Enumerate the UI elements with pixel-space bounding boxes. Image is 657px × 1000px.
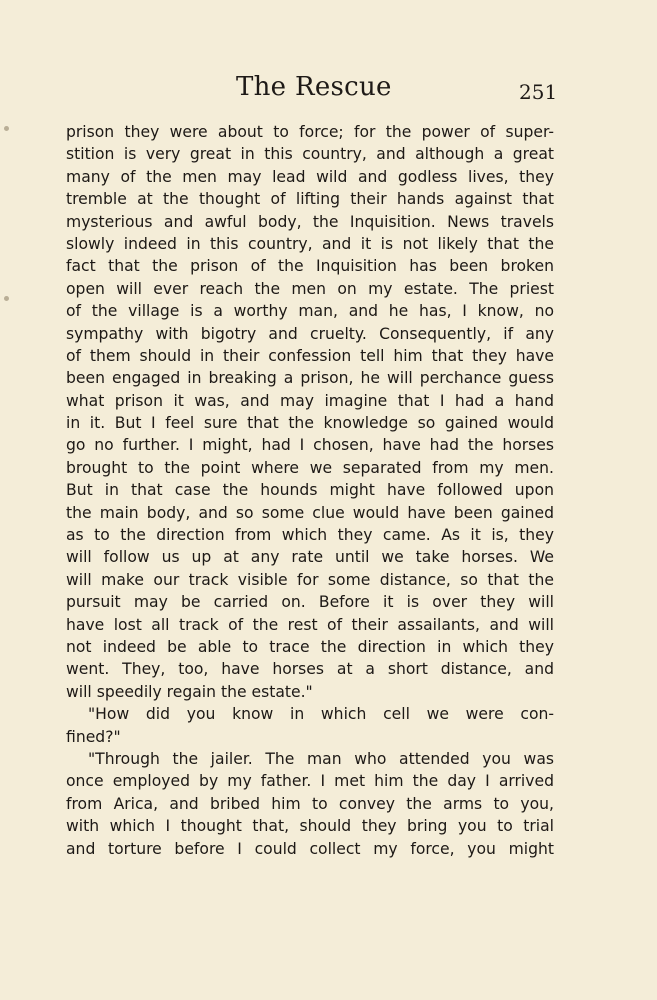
text-line: have lost all track of the rest of their assailants, and will <box>66 615 554 634</box>
text-line: mysterious and awful body, the Inquisition. News travels <box>66 212 554 231</box>
text-line: brought to the point where we separated from my men. <box>66 458 554 477</box>
text-line: slowly indeed in this country, and it is not likely that the <box>66 234 554 253</box>
text-line: open will ever reach the men on my estate. The priest <box>66 279 554 298</box>
text-line: fined?" <box>66 727 121 746</box>
text-line: "Through the jailer. The man who attended you was <box>88 749 554 768</box>
text-line: "How did you know in which cell we were con- <box>88 705 554 724</box>
body-text <box>66 121 554 860</box>
text-line: of the village is a worthy man, and he has, I know, no <box>66 302 554 321</box>
text-line: been engaged in breaking a prison, he will perchance guess <box>66 369 554 388</box>
text-line: from Arica, and bribed him to convey the arms to you, <box>66 794 554 813</box>
text-line: will follow us up at any rate until we take horses. We <box>66 548 554 567</box>
text-line: in it. But I feel sure that the knowledge so gained would <box>66 414 554 433</box>
text-line: will speedily regain the estate." <box>66 682 313 701</box>
text-line: sympathy with bigotry and cruelty. Consequently, if any <box>66 324 554 343</box>
margin-mark <box>4 126 9 131</box>
text-line: what prison it was, and may imagine that I had a hand <box>66 391 554 410</box>
text-line: stition is very great in this country, and although a great <box>66 145 554 164</box>
text-line: as to the direction from which they came. As it is, they <box>66 526 554 545</box>
running-title: The Rescue <box>236 72 392 102</box>
running-header <box>0 72 657 108</box>
text-line: went. They, too, have horses at a short distance, and <box>66 660 554 679</box>
text-line: will make our track visible for some distance, so that the <box>66 570 554 589</box>
text-line: tremble at the thought of lifting their hands against that <box>66 190 554 209</box>
text-line: fact that the prison of the Inquisition has been broken <box>66 257 554 276</box>
text-line: of them should in their confession tell him that they have <box>66 346 554 365</box>
text-line: and torture before I could collect my force, you might <box>66 839 554 858</box>
text-line: not indeed be able to trace the direction in which they <box>66 637 554 656</box>
text-line: the main body, and so some clue would have been gained <box>66 503 554 522</box>
text-line: pursuit may be carried on. Before it is over they will <box>66 593 554 612</box>
text-line: once employed by my father. I met him the day I arrived <box>66 772 554 791</box>
text-line: many of the men may lead wild and godless lives, they <box>66 167 554 186</box>
margin-mark <box>4 296 9 301</box>
text-line: prison they were about to force; for the power of super- <box>66 123 554 141</box>
text-line: But in that case the hounds might have followed upon <box>66 481 554 500</box>
text-line: go no further. I might, had I chosen, have had the horses <box>66 436 554 455</box>
page-number: 251 <box>519 80 558 104</box>
text-line: with which I thought that, should they bring you to trial <box>66 817 554 836</box>
